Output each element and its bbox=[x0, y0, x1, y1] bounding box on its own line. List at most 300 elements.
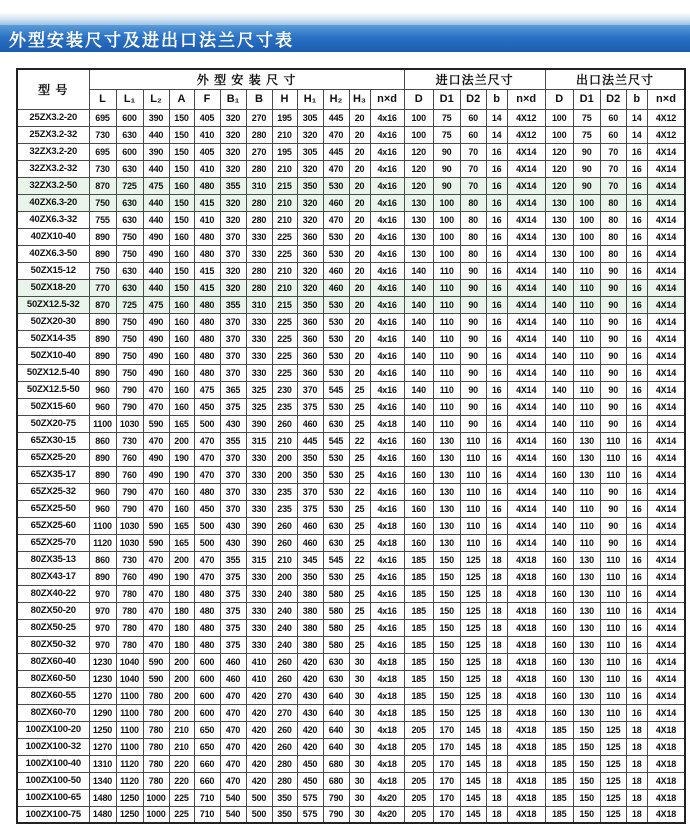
value-cell: 860 bbox=[89, 432, 116, 449]
value-cell: 130 bbox=[404, 194, 433, 211]
value-cell: 130 bbox=[433, 466, 460, 483]
value-cell: 16 bbox=[486, 279, 507, 296]
value-cell: 360 bbox=[297, 330, 323, 347]
value-cell: 150 bbox=[169, 143, 194, 160]
value-cell: 320 bbox=[220, 211, 246, 228]
value-cell: 600 bbox=[194, 687, 220, 704]
value-cell: 575 bbox=[297, 806, 323, 823]
value-cell: 110 bbox=[433, 364, 460, 381]
value-cell: 750 bbox=[116, 228, 143, 245]
value-cell: 420 bbox=[246, 721, 272, 738]
value-cell: 160 bbox=[169, 177, 194, 194]
value-cell: 4x16 bbox=[370, 364, 404, 381]
value-cell: 770 bbox=[89, 279, 116, 296]
value-cell: 30 bbox=[349, 806, 370, 823]
table-row bbox=[17, 211, 685, 228]
value-cell: 16 bbox=[486, 449, 507, 466]
value-cell: 4X14 bbox=[507, 279, 545, 296]
value-cell: 16 bbox=[626, 347, 647, 364]
value-cell: 460 bbox=[220, 653, 246, 670]
value-cell: 415 bbox=[194, 262, 220, 279]
value-cell: 1030 bbox=[116, 415, 143, 432]
value-cell: 375 bbox=[220, 585, 246, 602]
value-cell: 325 bbox=[246, 398, 272, 415]
value-cell: 780 bbox=[143, 772, 169, 789]
value-cell: 100 bbox=[573, 245, 600, 262]
value-cell: 25 bbox=[349, 636, 370, 653]
value-cell: 130 bbox=[573, 704, 600, 721]
value-cell: 475 bbox=[143, 177, 169, 194]
value-cell: 225 bbox=[272, 347, 297, 364]
value-cell: 380 bbox=[297, 619, 323, 636]
value-cell: 790 bbox=[323, 806, 349, 823]
value-cell: 20 bbox=[349, 143, 370, 160]
value-cell: 260 bbox=[272, 534, 297, 551]
value-cell: 890 bbox=[89, 347, 116, 364]
value-cell: 480 bbox=[194, 245, 220, 262]
column-header: n×d bbox=[370, 89, 404, 109]
value-cell: 170 bbox=[433, 789, 460, 806]
value-cell: 780 bbox=[143, 738, 169, 755]
value-cell: 760 bbox=[116, 449, 143, 466]
value-cell: 640 bbox=[323, 704, 349, 721]
column-header: L₁ bbox=[116, 89, 143, 109]
value-cell: 305 bbox=[297, 109, 323, 126]
value-cell: 750 bbox=[116, 347, 143, 364]
value-cell: 260 bbox=[272, 517, 297, 534]
column-header: H bbox=[272, 89, 297, 109]
value-cell: 415 bbox=[194, 194, 220, 211]
value-cell: 470 bbox=[220, 755, 246, 772]
model-cell: 65ZX25-60 bbox=[17, 517, 89, 534]
value-cell: 90 bbox=[460, 398, 486, 415]
value-cell: 330 bbox=[246, 466, 272, 483]
value-cell: 18 bbox=[486, 789, 507, 806]
value-cell: 185 bbox=[404, 704, 433, 721]
value-cell: 4X14 bbox=[647, 704, 685, 721]
value-cell: 4X14 bbox=[507, 449, 545, 466]
value-cell: 90 bbox=[573, 177, 600, 194]
value-cell: 125 bbox=[460, 653, 486, 670]
model-cell: 25ZX3.2-32 bbox=[17, 126, 89, 143]
value-cell: 375 bbox=[220, 568, 246, 585]
value-cell: 70 bbox=[600, 160, 626, 177]
value-cell: 16 bbox=[486, 483, 507, 500]
value-cell: 4X14 bbox=[507, 262, 545, 279]
value-cell: 16 bbox=[626, 364, 647, 381]
value-cell: 780 bbox=[116, 585, 143, 602]
value-cell: 890 bbox=[89, 449, 116, 466]
value-cell: 100 bbox=[404, 126, 433, 143]
value-cell: 100 bbox=[573, 194, 600, 211]
value-cell: 110 bbox=[600, 619, 626, 636]
model-cell: 25ZX3.2-20 bbox=[17, 109, 89, 126]
value-cell: 350 bbox=[297, 296, 323, 313]
value-cell: 530 bbox=[323, 466, 349, 483]
value-cell: 200 bbox=[169, 704, 194, 721]
value-cell: 145 bbox=[460, 789, 486, 806]
value-cell: 75 bbox=[573, 109, 600, 126]
value-cell: 160 bbox=[169, 364, 194, 381]
value-cell: 150 bbox=[573, 721, 600, 738]
value-cell: 125 bbox=[460, 704, 486, 721]
value-cell: 4X14 bbox=[507, 143, 545, 160]
value-cell: 370 bbox=[220, 483, 246, 500]
value-cell: 16 bbox=[486, 432, 507, 449]
value-cell: 18 bbox=[486, 806, 507, 823]
value-cell: 140 bbox=[545, 347, 573, 364]
value-cell: 260 bbox=[272, 415, 297, 432]
column-header: b bbox=[486, 89, 507, 109]
value-cell: 160 bbox=[169, 347, 194, 364]
value-cell: 160 bbox=[545, 653, 573, 670]
value-cell: 20 bbox=[349, 194, 370, 211]
value-cell: 390 bbox=[246, 415, 272, 432]
value-cell: 235 bbox=[272, 398, 297, 415]
value-cell: 125 bbox=[460, 687, 486, 704]
model-cell: 80ZX50-25 bbox=[17, 619, 89, 636]
value-cell: 210 bbox=[272, 432, 297, 449]
value-cell: 16 bbox=[486, 347, 507, 364]
value-cell: 200 bbox=[272, 568, 297, 585]
value-cell: 1100 bbox=[116, 738, 143, 755]
value-cell: 695 bbox=[89, 143, 116, 160]
table-row bbox=[17, 500, 685, 517]
title-fade-band bbox=[0, 12, 690, 25]
value-cell: 325 bbox=[246, 381, 272, 398]
value-cell: 240 bbox=[272, 602, 297, 619]
value-cell: 16 bbox=[626, 653, 647, 670]
value-cell: 140 bbox=[404, 262, 433, 279]
value-cell: 320 bbox=[220, 126, 246, 143]
value-cell: 640 bbox=[323, 721, 349, 738]
value-cell: 405 bbox=[194, 109, 220, 126]
value-cell: 18 bbox=[486, 755, 507, 772]
value-cell: 4x16 bbox=[370, 143, 404, 160]
value-cell: 790 bbox=[116, 381, 143, 398]
value-cell: 110 bbox=[600, 653, 626, 670]
value-cell: 16 bbox=[486, 194, 507, 211]
value-cell: 530 bbox=[323, 228, 349, 245]
value-cell: 530 bbox=[323, 330, 349, 347]
value-cell: 970 bbox=[89, 602, 116, 619]
dimension-table-wrapper bbox=[16, 68, 677, 824]
value-cell: 130 bbox=[573, 585, 600, 602]
value-cell: 60 bbox=[460, 109, 486, 126]
value-cell: 4x16 bbox=[370, 296, 404, 313]
value-cell: 130 bbox=[433, 432, 460, 449]
value-cell: 4X14 bbox=[647, 194, 685, 211]
value-cell: 80 bbox=[600, 245, 626, 262]
value-cell: 90 bbox=[433, 177, 460, 194]
value-cell: 110 bbox=[600, 670, 626, 687]
value-cell: 4X12 bbox=[507, 109, 545, 126]
table-row bbox=[17, 313, 685, 330]
value-cell: 500 bbox=[194, 534, 220, 551]
value-cell: 345 bbox=[297, 551, 323, 568]
value-cell: 150 bbox=[573, 806, 600, 823]
value-cell: 90 bbox=[460, 381, 486, 398]
table-row bbox=[17, 381, 685, 398]
value-cell: 215 bbox=[272, 177, 297, 194]
value-cell: 90 bbox=[600, 517, 626, 534]
value-cell: 130 bbox=[545, 228, 573, 245]
outline-group-header: 外 型 安 装 尺 寸 bbox=[89, 69, 404, 89]
model-cell: 65ZX25-50 bbox=[17, 500, 89, 517]
value-cell: 90 bbox=[460, 313, 486, 330]
value-cell: 120 bbox=[545, 143, 573, 160]
value-cell: 14 bbox=[486, 109, 507, 126]
value-cell: 445 bbox=[323, 109, 349, 126]
table-row bbox=[17, 534, 685, 551]
value-cell: 130 bbox=[545, 194, 573, 211]
value-cell: 110 bbox=[573, 534, 600, 551]
value-cell: 125 bbox=[600, 772, 626, 789]
value-cell: 140 bbox=[545, 296, 573, 313]
value-cell: 16 bbox=[626, 177, 647, 194]
value-cell: 125 bbox=[600, 738, 626, 755]
value-cell: 490 bbox=[143, 364, 169, 381]
value-cell: 160 bbox=[545, 704, 573, 721]
value-cell: 1000 bbox=[143, 789, 169, 806]
value-cell: 165 bbox=[169, 415, 194, 432]
value-cell: 530 bbox=[323, 398, 349, 415]
value-cell: 150 bbox=[169, 262, 194, 279]
value-cell: 225 bbox=[272, 364, 297, 381]
value-cell: 4x16 bbox=[370, 500, 404, 517]
value-cell: 4X18 bbox=[647, 806, 685, 823]
column-header: b bbox=[626, 89, 647, 109]
value-cell: 530 bbox=[323, 449, 349, 466]
value-cell: 110 bbox=[573, 483, 600, 500]
value-cell: 110 bbox=[600, 568, 626, 585]
value-cell: 410 bbox=[194, 126, 220, 143]
value-cell: 370 bbox=[220, 364, 246, 381]
value-cell: 110 bbox=[433, 381, 460, 398]
value-cell: 80 bbox=[600, 211, 626, 228]
value-cell: 4x16 bbox=[370, 330, 404, 347]
value-cell: 430 bbox=[220, 534, 246, 551]
value-cell: 280 bbox=[246, 126, 272, 143]
value-cell: 360 bbox=[297, 347, 323, 364]
value-cell: 420 bbox=[297, 670, 323, 687]
value-cell: 120 bbox=[404, 160, 433, 177]
value-cell: 445 bbox=[323, 143, 349, 160]
value-cell: 730 bbox=[89, 160, 116, 177]
value-cell: 600 bbox=[194, 704, 220, 721]
value-cell: 100 bbox=[573, 228, 600, 245]
value-cell: 16 bbox=[626, 687, 647, 704]
value-cell: 110 bbox=[460, 483, 486, 500]
value-cell: 1310 bbox=[89, 755, 116, 772]
value-cell: 4x16 bbox=[370, 636, 404, 653]
value-cell: 110 bbox=[460, 466, 486, 483]
value-cell: 450 bbox=[297, 755, 323, 772]
value-cell: 25 bbox=[349, 398, 370, 415]
value-cell: 780 bbox=[143, 721, 169, 738]
table-row bbox=[17, 398, 685, 415]
outlet-flange-group-header: 出口法兰尺寸 bbox=[545, 69, 685, 89]
value-cell: 350 bbox=[272, 806, 297, 823]
value-cell: 420 bbox=[297, 653, 323, 670]
value-cell: 695 bbox=[89, 109, 116, 126]
value-cell: 480 bbox=[194, 602, 220, 619]
value-cell: 130 bbox=[433, 534, 460, 551]
value-cell: 1100 bbox=[116, 704, 143, 721]
value-cell: 600 bbox=[116, 143, 143, 160]
value-cell: 18 bbox=[486, 636, 507, 653]
table-row bbox=[17, 228, 685, 245]
value-cell: 4X14 bbox=[507, 347, 545, 364]
value-cell: 260 bbox=[272, 653, 297, 670]
value-cell: 420 bbox=[246, 772, 272, 789]
value-cell: 140 bbox=[404, 415, 433, 432]
value-cell: 110 bbox=[460, 432, 486, 449]
value-cell: 640 bbox=[323, 738, 349, 755]
value-cell: 4X14 bbox=[647, 619, 685, 636]
value-cell: 730 bbox=[89, 126, 116, 143]
value-cell: 470 bbox=[143, 483, 169, 500]
value-cell: 150 bbox=[169, 211, 194, 228]
value-cell: 4X14 bbox=[507, 381, 545, 398]
value-cell: 25 bbox=[349, 534, 370, 551]
value-cell: 125 bbox=[600, 806, 626, 823]
value-cell: 350 bbox=[272, 789, 297, 806]
value-cell: 4X14 bbox=[647, 364, 685, 381]
value-cell: 4X18 bbox=[647, 721, 685, 738]
value-cell: 210 bbox=[272, 279, 297, 296]
value-cell: 16 bbox=[626, 551, 647, 568]
value-cell: 280 bbox=[246, 160, 272, 177]
value-cell: 4X14 bbox=[647, 245, 685, 262]
value-cell: 16 bbox=[626, 704, 647, 721]
value-cell: 18 bbox=[486, 568, 507, 585]
value-cell: 16 bbox=[486, 160, 507, 177]
value-cell: 18 bbox=[626, 738, 647, 755]
value-cell: 1100 bbox=[89, 517, 116, 534]
model-cell: 65ZX25-20 bbox=[17, 449, 89, 466]
value-cell: 480 bbox=[194, 330, 220, 347]
value-cell: 110 bbox=[600, 449, 626, 466]
value-cell: 75 bbox=[433, 109, 460, 126]
value-cell: 960 bbox=[89, 483, 116, 500]
value-cell: 16 bbox=[626, 568, 647, 585]
value-cell: 650 bbox=[194, 721, 220, 738]
value-cell: 780 bbox=[143, 755, 169, 772]
value-cell: 16 bbox=[486, 211, 507, 228]
value-cell: 470 bbox=[220, 772, 246, 789]
value-cell: 30 bbox=[349, 789, 370, 806]
value-cell: 125 bbox=[460, 636, 486, 653]
value-cell: 4x16 bbox=[370, 160, 404, 177]
value-cell: 90 bbox=[573, 160, 600, 177]
value-cell: 150 bbox=[573, 789, 600, 806]
value-cell: 30 bbox=[349, 653, 370, 670]
value-cell: 140 bbox=[545, 381, 573, 398]
value-cell: 490 bbox=[143, 347, 169, 364]
value-cell: 225 bbox=[272, 228, 297, 245]
value-cell: 185 bbox=[404, 636, 433, 653]
value-cell: 160 bbox=[169, 330, 194, 347]
value-cell: 280 bbox=[272, 772, 297, 789]
model-cell: 80ZX43-17 bbox=[17, 568, 89, 585]
value-cell: 205 bbox=[404, 721, 433, 738]
column-header: D bbox=[404, 89, 433, 109]
value-cell: 370 bbox=[220, 330, 246, 347]
value-cell: 4x16 bbox=[370, 449, 404, 466]
value-cell: 4x16 bbox=[370, 313, 404, 330]
value-cell: 100 bbox=[433, 194, 460, 211]
value-cell: 25 bbox=[349, 517, 370, 534]
value-cell: 370 bbox=[220, 449, 246, 466]
value-cell: 16 bbox=[626, 228, 647, 245]
value-cell: 140 bbox=[545, 534, 573, 551]
value-cell: 4x18 bbox=[370, 721, 404, 738]
column-header: L bbox=[89, 89, 116, 109]
value-cell: 370 bbox=[220, 228, 246, 245]
value-cell: 240 bbox=[272, 585, 297, 602]
value-cell: 4X14 bbox=[647, 313, 685, 330]
value-cell: 20 bbox=[349, 177, 370, 194]
table-row bbox=[17, 279, 685, 296]
value-cell: 480 bbox=[194, 619, 220, 636]
value-cell: 110 bbox=[573, 262, 600, 279]
value-cell: 4x16 bbox=[370, 347, 404, 364]
table-row bbox=[17, 449, 685, 466]
value-cell: 1250 bbox=[89, 721, 116, 738]
value-cell: 4x18 bbox=[370, 772, 404, 789]
value-cell: 360 bbox=[297, 364, 323, 381]
value-cell: 870 bbox=[89, 296, 116, 313]
value-cell: 590 bbox=[143, 534, 169, 551]
value-cell: 25 bbox=[349, 500, 370, 517]
table-row bbox=[17, 738, 685, 755]
value-cell: 16 bbox=[626, 143, 647, 160]
value-cell: 160 bbox=[169, 228, 194, 245]
value-cell: 755 bbox=[89, 211, 116, 228]
value-cell: 680 bbox=[323, 755, 349, 772]
value-cell: 600 bbox=[116, 109, 143, 126]
table-row bbox=[17, 517, 685, 534]
value-cell: 470 bbox=[143, 551, 169, 568]
value-cell: 16 bbox=[486, 228, 507, 245]
value-cell: 18 bbox=[486, 585, 507, 602]
value-cell: 110 bbox=[433, 415, 460, 432]
value-cell: 660 bbox=[194, 755, 220, 772]
table-row bbox=[17, 126, 685, 143]
value-cell: 140 bbox=[404, 398, 433, 415]
value-cell: 4X18 bbox=[507, 653, 545, 670]
value-cell: 4X14 bbox=[647, 636, 685, 653]
value-cell: 16 bbox=[626, 636, 647, 653]
value-cell: 4x16 bbox=[370, 228, 404, 245]
value-cell: 225 bbox=[272, 245, 297, 262]
value-cell: 140 bbox=[545, 517, 573, 534]
value-cell: 130 bbox=[404, 245, 433, 262]
value-cell: 350 bbox=[297, 466, 323, 483]
value-cell: 30 bbox=[349, 738, 370, 755]
model-cell: 80ZX60-40 bbox=[17, 653, 89, 670]
model-cell: 100ZX100-40 bbox=[17, 755, 89, 772]
model-cell: 50ZX14-35 bbox=[17, 330, 89, 347]
value-cell: 16 bbox=[626, 245, 647, 262]
value-cell: 360 bbox=[297, 313, 323, 330]
value-cell: 185 bbox=[404, 551, 433, 568]
value-cell: 100 bbox=[433, 245, 460, 262]
value-cell: 280 bbox=[246, 279, 272, 296]
value-cell: 200 bbox=[169, 687, 194, 704]
value-cell: 790 bbox=[116, 483, 143, 500]
